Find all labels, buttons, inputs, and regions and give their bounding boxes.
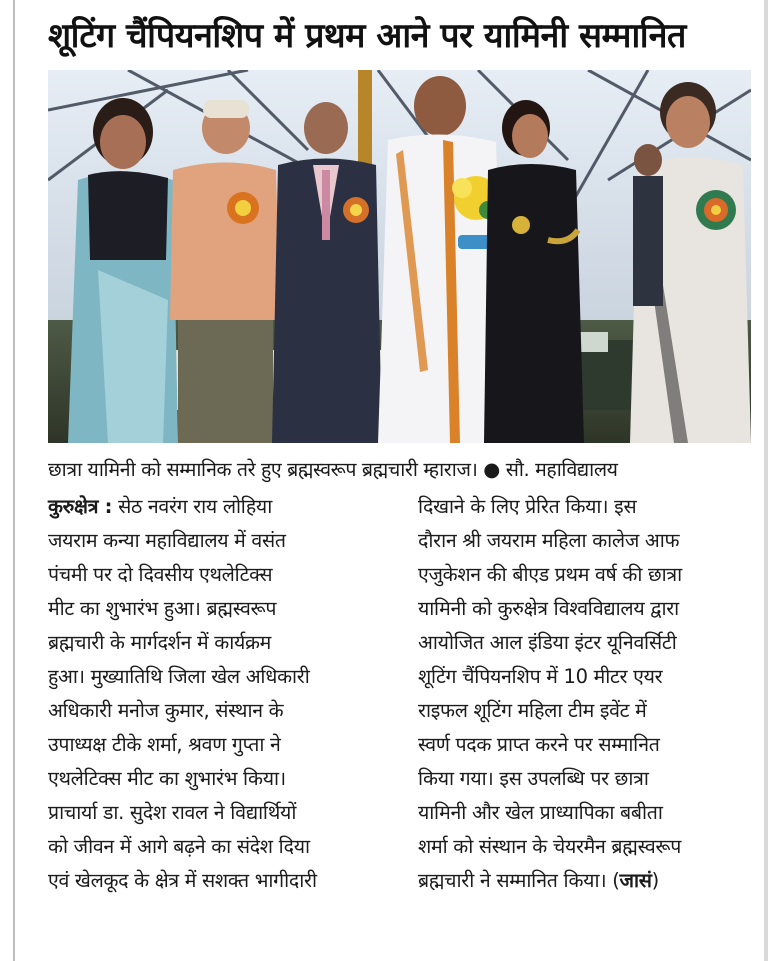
- article-column-right: [418, 490, 758, 898]
- news-photo: [48, 70, 751, 443]
- article-line: अधिकारी मनोज कुमार, संस्थान के: [48, 699, 284, 722]
- article-line: पंचमी पर दो दिवसीय एथलेटिक्स: [48, 563, 273, 586]
- article-line: शर्मा को संस्थान के चेयरमैन ब्रह्मस्वरूप: [418, 835, 682, 858]
- award-ceremony-photo: [48, 70, 751, 443]
- article-last-line-text: ब्रह्मचारी ने सम्मानित किया। (: [418, 869, 620, 892]
- news-agency-credit: जासं: [619, 869, 652, 892]
- article-line: ब्रह्मचारी के मार्गदर्शन में कार्यक्रम: [48, 631, 272, 654]
- article-line: राइफल शूटिंग महिला टीम इवेंट में: [418, 699, 647, 722]
- article-line: दौरान श्री जयराम महिला कालेज आफ: [418, 529, 680, 552]
- page-border-right: [764, 0, 768, 961]
- article-line: जयराम कन्या महाविद्यालय में वसंत: [48, 529, 286, 552]
- article-line: यामिनी को कुरुक्षेत्र विश्वविद्यालय द्वारा: [418, 597, 679, 620]
- article-line: प्राचार्या डा. सुदेश रावल ने विद्यार्थियों: [48, 801, 297, 824]
- article-line: किया गया। इस उपलब्धि पर छात्रा: [418, 767, 649, 790]
- article-column-left: [48, 490, 398, 898]
- dateline: कुरुक्षेत्र :: [48, 495, 113, 518]
- page-border-left: [13, 0, 15, 961]
- article-line: एथलेटिक्स मीट का शुभारंभ किया।: [48, 767, 286, 790]
- article-line: शूटिंग चैंपियनशिप में 10 मीटर एयर: [418, 665, 663, 688]
- credit-close-paren: ): [651, 869, 659, 892]
- article-first-line-text: सेठ नवरंग राय लोहिया: [112, 495, 272, 518]
- article-line: एजुकेशन की बीएड प्रथम वर्ष की छात्रा: [418, 563, 682, 586]
- article-line: को जीवन में आगे बढ़ने का संदेश दिया: [48, 835, 310, 858]
- article-line: मीट का शुभारंभ हुआ। ब्रह्मस्वरूप: [48, 597, 277, 620]
- article-line: एवं खेलकूद के क्षेत्र में सशक्त भागीदारी: [48, 869, 317, 892]
- article-first-line: [48, 490, 398, 524]
- photo-caption: छात्रा यामिनी को सम्मानिक तरे हुए ब्रह्मस्वरूप ब्रह्मचारी म्हाराज। ● सौ. महाविद्यालय: [48, 458, 618, 481]
- headline: शूटिंग चैंपियनशिप में प्रथम आने पर यामिनी सम्मानित: [48, 16, 686, 56]
- article-line: दिखाने के लिए प्रेरित किया। इस: [418, 495, 637, 518]
- article-line: हुआ। मुख्यातिथि जिला खेल अधिकारी: [48, 665, 310, 688]
- article-line: यामिनी और खेल प्राध्यापिका बबीता: [418, 801, 663, 824]
- article-line: आयोजित आल इंडिया इंटर यूनिवर्सिटी: [418, 631, 677, 654]
- article-line: उपाध्यक्ष टीके शर्मा, श्रवण गुप्ता ने: [48, 733, 281, 756]
- article-last-line: [418, 864, 758, 898]
- article-line: स्वर्ण पदक प्राप्त करने पर सम्मानित: [418, 733, 660, 756]
